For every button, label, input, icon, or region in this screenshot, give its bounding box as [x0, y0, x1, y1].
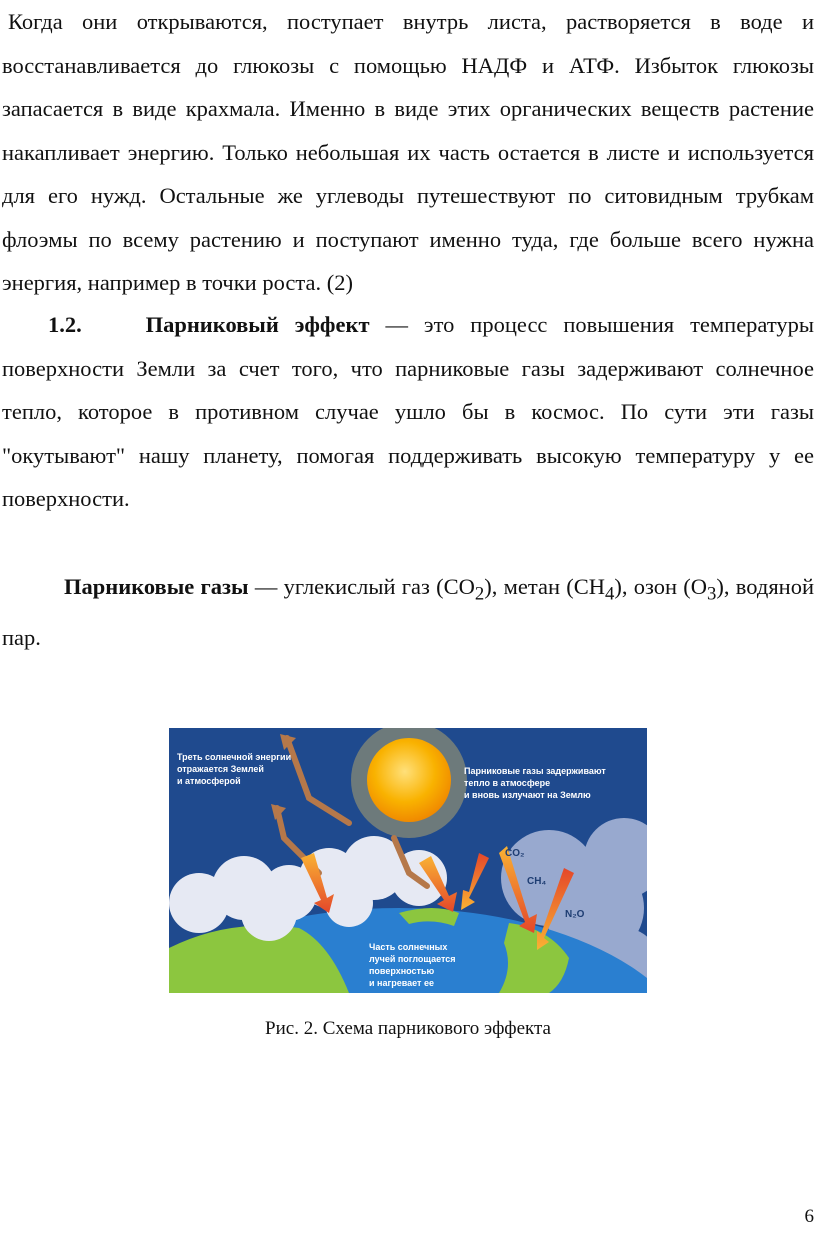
label-trapped-line2: тепло в атмосфере — [464, 778, 551, 788]
gases-text-a: — углекислый газ (CO — [248, 574, 475, 599]
label-reflected-line1: Треть солнечной энергии — [177, 752, 292, 762]
label-trapped-line1: Парниковые газы задерживают — [464, 766, 606, 776]
figure-caption: Рис. 2. Схема парникового эффекта — [265, 1018, 551, 1039]
label-absorbed-line3: поверхностью — [369, 966, 435, 976]
label-absorbed-line2: лучей поглощается — [369, 954, 456, 964]
label-reflected-line2: отражается Землей — [177, 764, 264, 774]
label-co2: CO₂ — [505, 848, 525, 859]
label-absorbed-line4: и нагревает ее — [369, 978, 434, 988]
label-ch4: CH₄ — [527, 876, 547, 887]
gases-text-c: ), озон (O — [614, 574, 708, 599]
paragraph-greenhouse-effect — [2, 303, 814, 521]
term-greenhouse-gases: Парниковые газы — [64, 574, 249, 599]
subscript-co2: 2 — [474, 583, 485, 605]
label-n2o: N₂O — [565, 909, 585, 920]
greenhouse-diagram — [169, 728, 647, 993]
greenhouse-diagram-svg — [169, 728, 647, 993]
paragraph-photosynthesis: Когда они открываются, поступает внутрь листа, растворяется в воде и восстанавливается до глюкозы с помощью НАДФ и АТФ. Избыток глюкозы запасается в виде крахмала. Именно в виде этих органических веществ растение накапливает энергию. Только небольшая их часть остается в листе и используется для его нужд. Остальные же углеводы путешествуют по ситовидным трубкам флоэмы по всему растению и поступают именно туда, где больше всего нужна энергия, например в точки роста. (2) — [2, 9, 814, 295]
definition-text: — это процесс повышения температуры поверхности Земли за счет того, что парниковые газы задерживают солнечное тепло, которое в противном случае ушло бы в космос. По сути эти газы "окутывают" нашу планету, помогая поддерживать высокую температуру у ее поверхности. — [2, 312, 814, 511]
page-number: 6 — [804, 1206, 814, 1227]
label-trapped-line3: и вновь излучают на Землю — [464, 790, 591, 800]
subscript-o3: 3 — [707, 583, 717, 605]
term-greenhouse-effect: Парниковый эффект — [145, 312, 370, 337]
label-absorbed-line1: Часть солнечных — [369, 942, 448, 952]
section-number: 1.2. — [48, 312, 82, 337]
subscript-ch4: 4 — [605, 583, 615, 605]
label-reflected-line3: и атмосферой — [177, 776, 241, 786]
gases-text-d: ), водяной пар. — [2, 574, 814, 650]
gases-text-b: ), метан (CH — [484, 574, 605, 599]
paragraph-greenhouse-gases — [2, 565, 814, 660]
